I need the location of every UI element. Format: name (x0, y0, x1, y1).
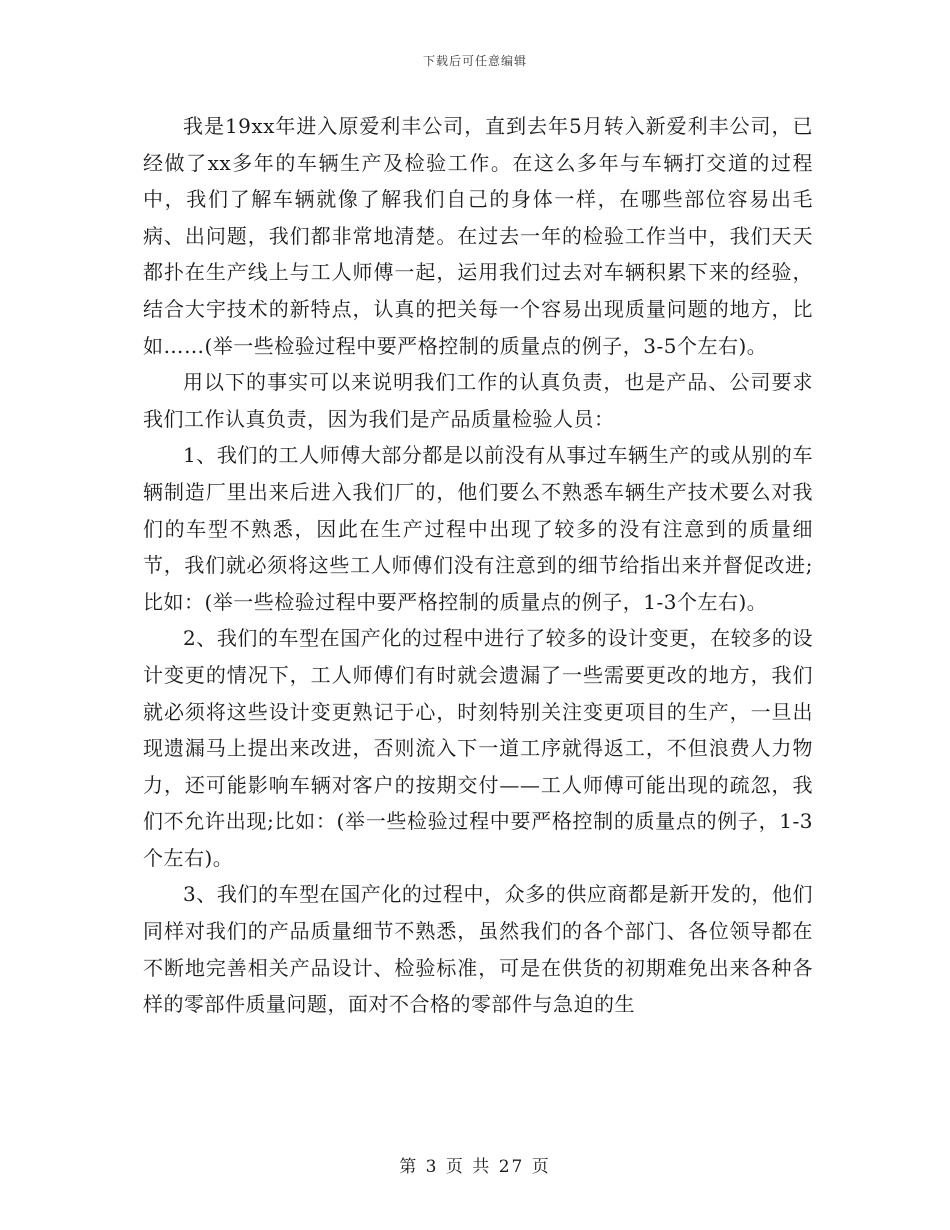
document-body (143, 108, 813, 1023)
page-header-note: 下载后可任意编辑 (422, 54, 527, 68)
paragraph: 用以下的事实可以来说明我们工作的认真负责，也是产品、公司要求我们工作认真负责，因为我们是产品质量检验人员： (143, 370, 813, 431)
paragraph: 2、我们的车型在国产化的过程中进行了较多的设计变更，在较多的设计变更的情况下，工人师傅们有时就会遗漏了一些需要更改的地方，我们就必须将这些设计变更熟记于心，时刻特别关注变更项目的生产，一旦出现遗漏马上提出来改进，否则流入下一道工序就得返工，不但浪费人力物力，还可能影响车辆对客户的按期交付——工人师傅可能出现的疏忽，我们不允许出现;比如：(举一些检验过程中要严格控制的质量点的例子，1-3个左右)。 (143, 626, 813, 870)
paragraph: 我是19xx年进入原爱利丰公司，直到去年5月转入新爱利丰公司，已经做了xx多年的车辆生产及检验工作。在这么多年与车辆打交道的过程中，我们了解车辆就像了解我们自己的身体一样，在哪些部位容易出毛病、出问题，我们都非常地清楚。在过去一年的检验工作当中，我们天天都扑在生产线上与工人师傅一起，运用我们过去对车辆积累下来的经验，结合大宇技术的新特点，认真的把关每一个容易出现质量问题的地方，比如……(举一些检验过程中要严格控制的质量点的例子，3-5个左右)。 (143, 114, 813, 358)
page-number-footer: 第 3 页 共 27 页 (399, 1157, 551, 1177)
paragraph: 3、我们的车型在国产化的过程中，众多的供应商都是新开发的，他们同样对我们的产品质量细节不熟悉，虽然我们的各个部门、各位领导都在不断地完善相关产品设计、检验标准，可是在供货的初期难免出来各种各样的零部件质量问题，面对不合格的零部件与急迫的生 (143, 882, 813, 1017)
paragraph: 1、我们的工人师傅大部分都是以前没有从事过车辆生产的或从别的车辆制造厂里出来后进入我们厂的，他们要么不熟悉车辆生产技术要么对我们的车型不熟悉，因此在生产过程中出现了较多的没有注意到的质量细节，我们就必须将这些工人师傅们没有注意到的细节给指出来并督促改进;比如：(举一些检验过程中要严格控制的质量点的例子，1-3个左右)。 (143, 443, 813, 614)
